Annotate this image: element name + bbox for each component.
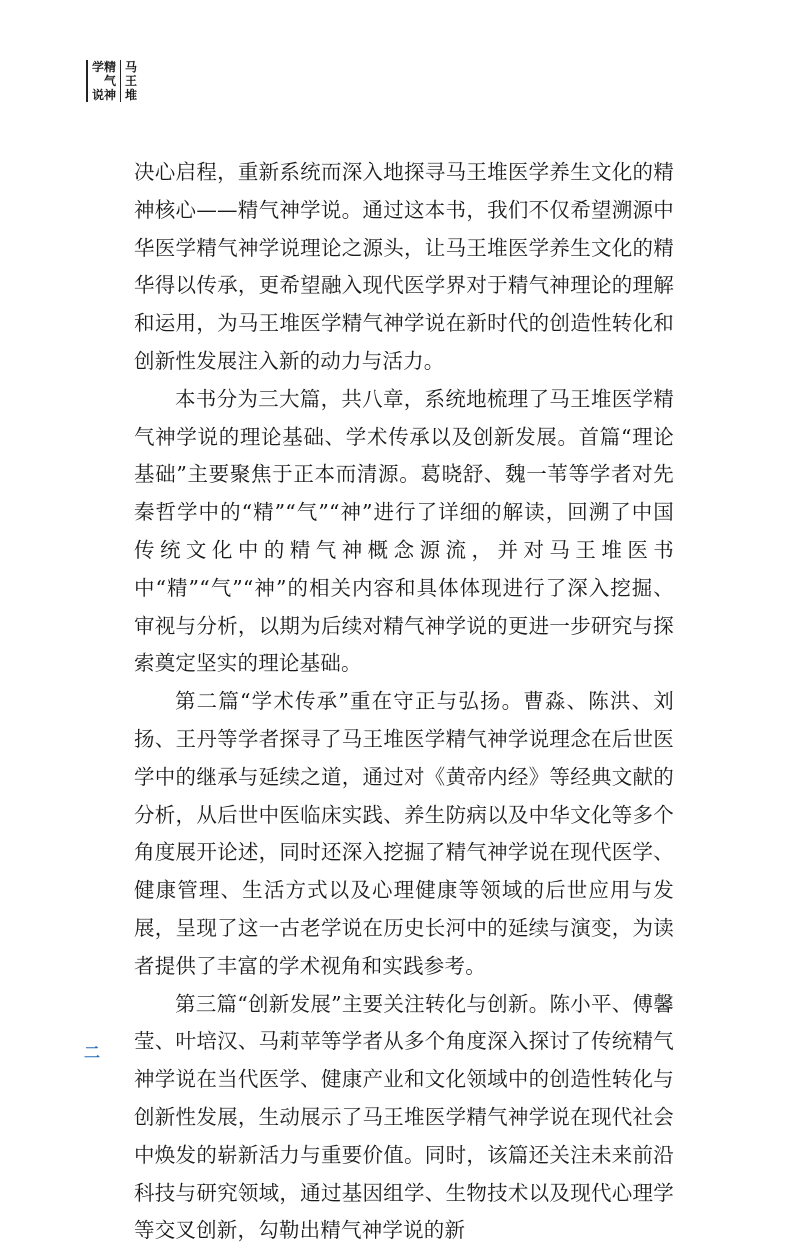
header-book-title [125, 60, 137, 102]
paragraph-4: 第三篇“创新发展”主要关注转化与创新。陈小平、傅馨莹、叶培汉、马莉苹等学者从多个角度深入探讨了传统精气神学说在当代医学、健康产业和文化领域中的创造性转化与创新性发展，生动展示了马王堆医学精气神学说在现代社会中焕发的崭新活力与重要价值。同时，该篇还关注未来前沿科技与研究领域，通过基因组学、生物技术以及现代心理学等交叉创新，勾勒出精气神学说的新 [134, 991, 674, 1243]
header-char: 堆 [125, 88, 138, 102]
header-char: 神 [104, 88, 117, 102]
header-char: 说 [92, 88, 105, 102]
paragraph-2: 本书分为三大篇，共八章，系统地梳理了马王堆医学精气神学说的理论基础、学术传承以及创新发展。首篇“理论基础”主要聚焦于正本而清源。葛晓舒、魏一苇等学者对先秦哲学中的“精”“气”“神”进行了详细的解读，回溯了中国传统文化中的精气神概念源流，并对马王堆医书中“精”“气”“神”的相关内容和具体体现进行了深入挖掘、审视与分析，以期为后续对精气神学说的更进一步研究与探索奠定坚实的理论基础。 [134, 386, 674, 676]
page-number: 二 [84, 1043, 101, 1062]
header-rule-mid [120, 60, 121, 102]
paragraph-1: 决心启程，重新系统而深入地探寻马王堆医学养生文化的精神核心——精气神学说。通过这本书，我们不仅希望溯源中华医学精气神学说理论之源头，让马王堆医学养生文化的精华得以传承，更希望融入现代医学界对于精气神理论的理解和运用，为马王堆医学精气神学说在新时代的创造性转化和创新性发展注入新的动力与活力。 [134, 160, 674, 373]
header-char: 马 [125, 60, 138, 74]
header-char: 精 [104, 60, 117, 74]
running-header [86, 60, 137, 102]
paragraph-3: 第二篇“学术传承”重在守正与弘扬。曹淼、陈洪、刘扬、王丹等学者探寻了马王堆医学精气神学说理念在后世医学中的继承与延续之道，通过对《黄帝内经》等经典文献的分析，从后世中医临床实践、养生防病以及中华文化等多个角度展开论述，同时还深入挖掘了精气神学说在现代医学、健康管理、生活方式以及心理健康等领域的后世应用与发展，呈现了这一古老学说在历史长河中的延续与演变，为读者提供了丰富的学术视角和实践参考。 [134, 689, 674, 978]
header-char: 王 [125, 74, 138, 88]
header-series-title [92, 60, 116, 102]
header-rule-left [86, 60, 88, 102]
header-char: 学 [92, 60, 105, 74]
body-text [134, 154, 674, 1250]
header-char [92, 74, 104, 88]
header-char: 气 [104, 74, 117, 88]
